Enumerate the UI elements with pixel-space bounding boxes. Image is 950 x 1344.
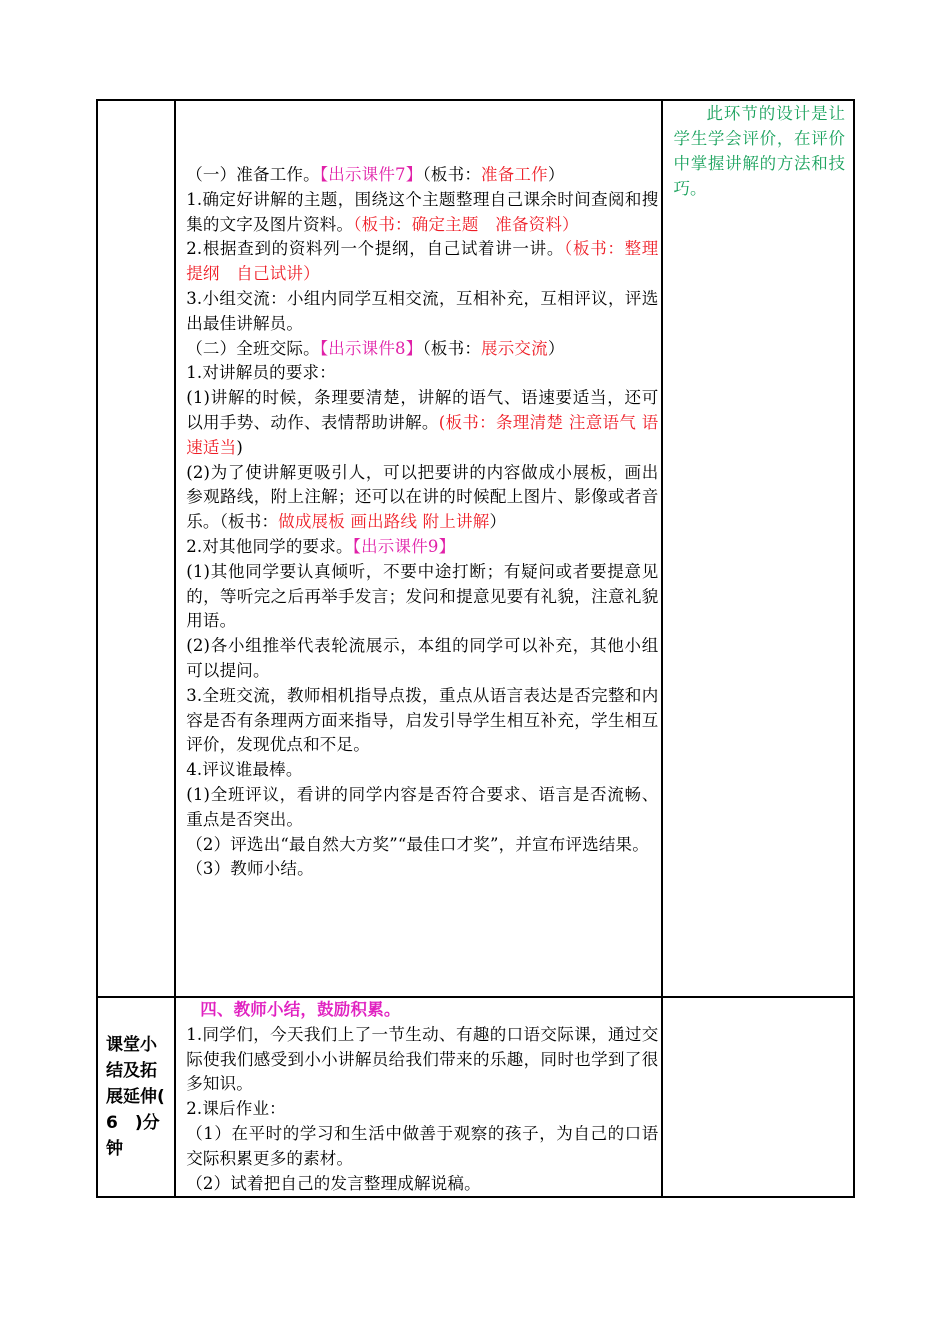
content-text: （板书：整理提纲 自己试讲） (186, 239, 659, 284)
content-text: ） (547, 338, 565, 358)
lesson-plan-table (96, 99, 855, 1198)
content-text: 做成展板 画出路线 附上讲解 (278, 512, 490, 532)
content-line (186, 684, 658, 758)
summary-stage-label: 课堂小结及拓展延伸( 6 )分钟 (106, 1035, 182, 1160)
content-text: 2.对其他同学的要求。 (186, 536, 353, 556)
content-text: ) (236, 437, 243, 457)
content-text: (板书：条理清楚 注意语气 语速适当 (186, 412, 659, 457)
content-text: 2.根据查到的资料列一个提纲，自己试着讲一讲。 (186, 239, 565, 259)
summary-heading: 四、教师小结，鼓励积累。 (200, 1000, 401, 1019)
content-text: 【出示课件8】 (319, 338, 423, 358)
content-text: 4.评议谁最棒。 (186, 760, 303, 780)
design-note: 此环节的设计是让学生学会评价，在评价中掌握讲解的方法和技巧。 (673, 104, 845, 198)
content-text: （二）全班交际。 (186, 338, 320, 358)
content-line (186, 857, 658, 882)
content-line (186, 361, 658, 386)
activity-row (97, 100, 854, 997)
content-text: 3.全班交流，教师相机指导点拨，重点从语言表达是否完整和内容是否有条理两方面来指导，启发引导学生相互补充，学生相互评价，发现优点和不足。 (186, 685, 659, 755)
content-text: 3.小组交流：小组内同学互相交流，互相补充，互相评议，评选出最佳讲解员。 (186, 288, 659, 333)
content-text: （3）教师小结。 (186, 859, 314, 879)
content-line (186, 560, 658, 634)
content-line (186, 783, 658, 833)
content-line (186, 461, 658, 535)
content-text: （2）评选出“最自然大方奖”“最佳口才奖”，并宣布评选结果。 (186, 834, 649, 854)
summary-line: （1）在平时的学习和生活中做善于观察的孩子，为自己的口语交际积累更多的素材。 (186, 1123, 659, 1168)
summary-content (176, 998, 661, 1196)
content-text: 【出示课件7】 (319, 165, 423, 184)
content-line (186, 163, 658, 188)
content-text: ） (547, 165, 565, 184)
content-text: (2)各小组推举代表轮流展示，本组的同学可以补充，其他小组可以提问。 (186, 636, 659, 680)
content-text: 展示交流 (481, 338, 548, 358)
content-text: (1)讲解的时候，条理要清楚，讲解的语气、语速要适当，还可以用手势、动作、表情帮助讲解。 (186, 388, 659, 432)
summary-label-cell (97, 997, 182, 1197)
content-line (186, 833, 658, 858)
content-text: （一）准备工作。 (186, 165, 320, 184)
summary-row (97, 997, 854, 1197)
content-text: (1)全班评议，看讲的同学内容是否符合要求、语言是否流畅、重点是否突出。 (186, 784, 659, 829)
content-text: 【出示课件9】 (352, 536, 456, 556)
content-line (186, 535, 658, 560)
content-text: （板书： (422, 338, 482, 358)
summary-line: 2.课后作业： (186, 1099, 286, 1119)
activity-content-cell (175, 100, 662, 997)
content-text: 准备工作 (481, 165, 548, 184)
content-line (186, 237, 658, 287)
content-text: (2)为了使讲解更吸引人，可以把要讲的内容做成小展板，画出参观路线，附上注解；还可以在讲的时候配上图片、影像或者音乐。（板书： (186, 462, 659, 532)
content-line (186, 287, 658, 337)
summary-line: 1.同学们，今天我们上了一节生动、有趣的口语交际课，通过交际使我们感受到小小讲解员给我们带来的乐趣，同时也学到了很多知识。 (186, 1024, 659, 1094)
content-line (186, 188, 658, 238)
activity-content (176, 101, 661, 882)
content-text: （板书： (422, 165, 482, 184)
content-text: (1)其他同学要认真倾听，不要中途打断；有疑问或者要提意见的，等听完之后再举手发言；发问和提意见要有礼貌，注意礼貌用语。 (186, 561, 659, 631)
summary-line: （2）试着把自己的发言整理成解说稿。 (186, 1173, 481, 1193)
design-note-cell (662, 100, 854, 997)
content-line (186, 758, 658, 783)
content-text: ） (489, 512, 507, 532)
summary-note-cell (662, 997, 854, 1197)
content-text: （板书：确定主题 准备资料） (353, 214, 579, 234)
content-text: 1.对讲解员的要求： (186, 363, 336, 383)
content-text: 1.确定好讲解的主题，围绕这个主题整理自己课余时间查阅和搜集的文字及图片资料。 (186, 189, 659, 234)
content-line (186, 634, 658, 684)
summary-content-cell (175, 997, 662, 1197)
content-line (186, 386, 658, 460)
stage-label-cell (97, 100, 175, 997)
content-line (186, 337, 658, 362)
